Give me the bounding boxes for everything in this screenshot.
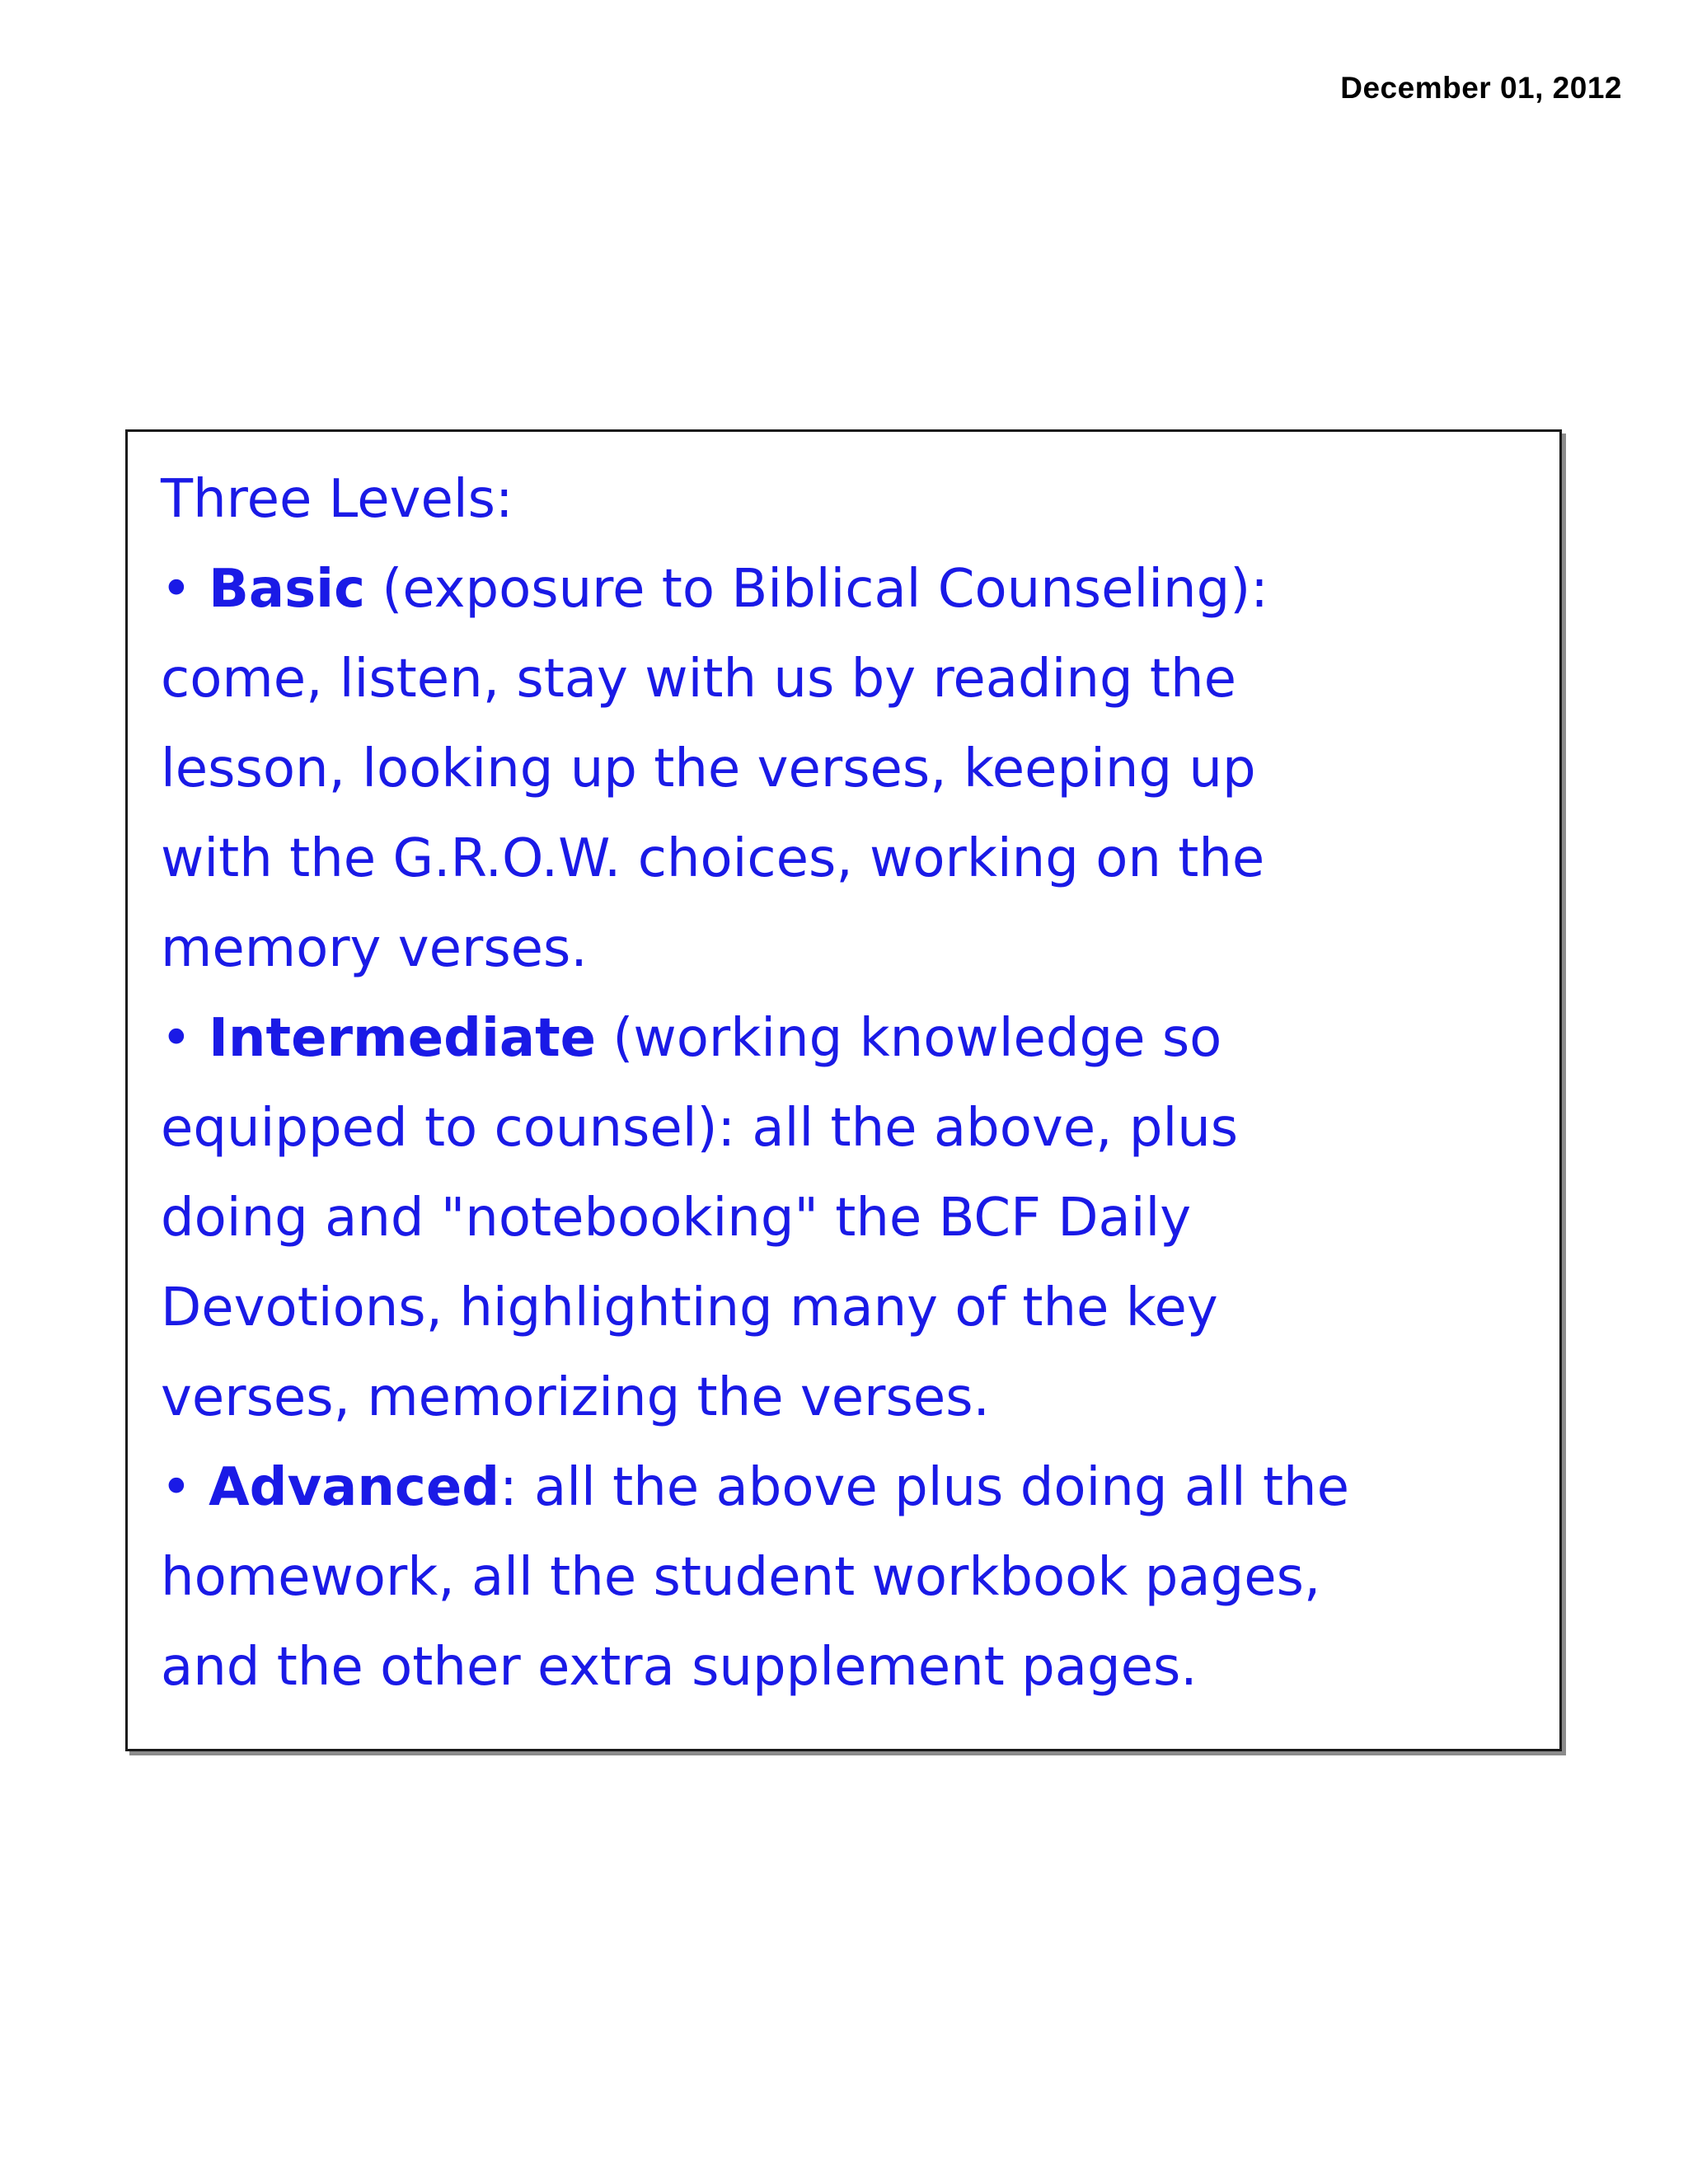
basic-level-line bbox=[161, 545, 1530, 635]
intermediate-level-text: (working knowledge so bbox=[596, 1008, 1222, 1069]
advanced-level-text: : all the above plus doing all the bbox=[499, 1457, 1349, 1518]
intermediate-level-text: equipped to counsel): all the above, plus bbox=[161, 1098, 1239, 1159]
advanced-level-line bbox=[161, 1443, 1530, 1533]
advanced-level-text: and the other extra supplement pages. bbox=[161, 1637, 1198, 1698]
intermediate-level-text: Devotions, highlighting many of the key bbox=[161, 1277, 1218, 1338]
basic-level-text: with the G.R.O.W. choices, working on the bbox=[161, 828, 1265, 889]
basic-level-name: Basic bbox=[209, 559, 366, 620]
levels-heading: Three Levels: bbox=[161, 469, 513, 530]
intermediate-level-name: Intermediate bbox=[209, 1008, 597, 1069]
bullet: • bbox=[161, 559, 192, 620]
basic-level-text: (exposure to Biblical Counseling): bbox=[365, 559, 1268, 620]
basic-level-text: memory verses. bbox=[161, 918, 588, 979]
intermediate-level-text: doing and "notebooking" the BCF Daily bbox=[161, 1188, 1192, 1249]
intermediate-level-line bbox=[161, 994, 1530, 1084]
bullet: • bbox=[161, 1457, 192, 1518]
basic-level-text: lesson, looking up the verses, keeping up bbox=[161, 738, 1256, 799]
bullet: • bbox=[161, 1008, 192, 1069]
advanced-level-text: homework, all the student workbook pages, bbox=[161, 1547, 1321, 1608]
levels-text-box bbox=[125, 429, 1562, 1751]
intermediate-level-text: verses, memorizing the verses. bbox=[161, 1367, 990, 1428]
page-date: December 01, 2012 bbox=[1340, 71, 1622, 105]
basic-level-text: come, listen, stay with us by reading the bbox=[161, 649, 1236, 710]
advanced-level-name: Advanced bbox=[209, 1457, 500, 1518]
